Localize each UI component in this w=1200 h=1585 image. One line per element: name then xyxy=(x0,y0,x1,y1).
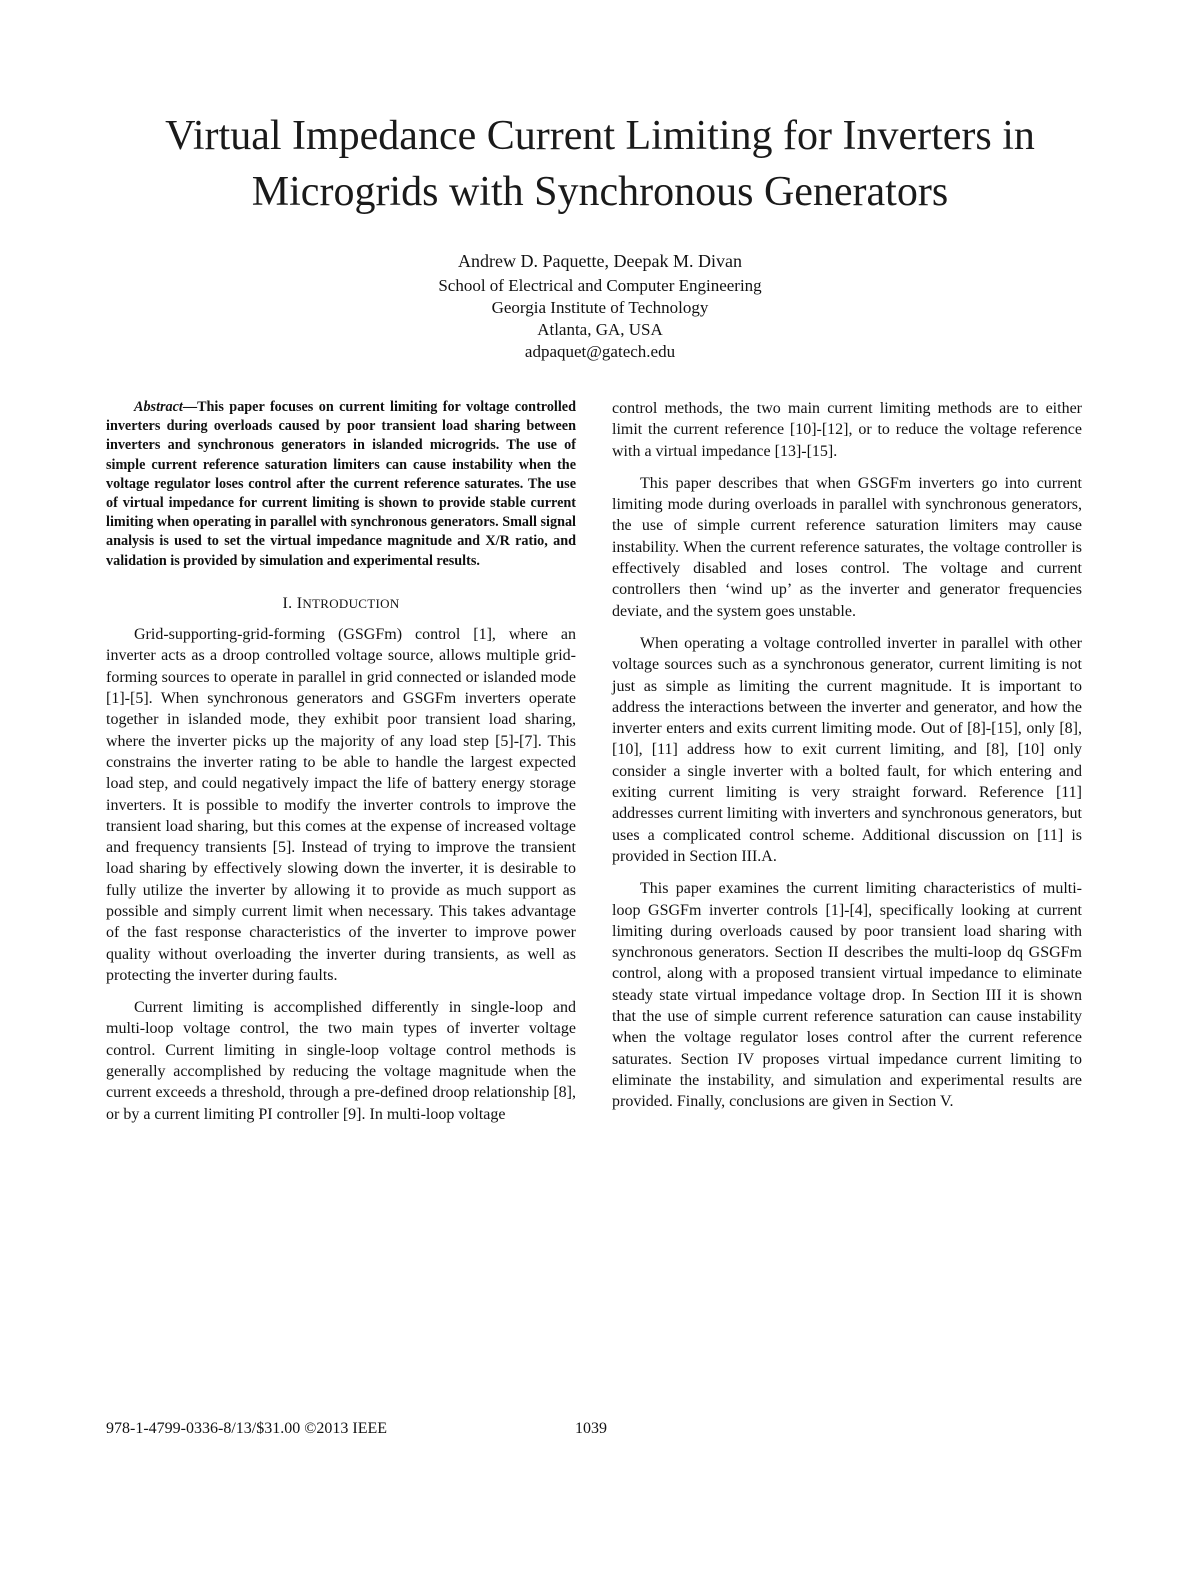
paragraph: When operating a voltage controlled inverter in parallel with other voltage sources such as a synchronous generator, current limiting is not just as simple as limiting the current magnitude. It is important to address the interactions between the inverter and generator, and how the inverter enters and exits current limiting mode. Out of [8]-[15], only [8], [10], [11] address how to exit current limiting, and [8], [10] only consider a single inverter with a bolted fault, for which entering and exiting current limiting is very straight forward. Reference [11] addresses current limiting with inverters and synchronous generators, but uses a complicated control scheme. Additional discussion on [11] is provided in Section III.A. xyxy=(612,634,1082,865)
page-number: 1039 xyxy=(575,1420,607,1437)
author-email[interactable]: adpaquet@gatech.edu xyxy=(524,342,676,361)
copyright-footer: 978-1-4799-0336-8/13/$31.00 ©2013 IEEE xyxy=(106,1420,388,1437)
author-block xyxy=(300,250,900,363)
paragraph: Current limiting is accomplished differently in single-loop and multi-loop voltage control, the two main types of inverter voltage control. Current limiting in single-loop voltage control methods is generally accomplished by reducing the voltage magnitude when the current exceeds a threshold, through a pre-defined droop relationship [8], or by a current limiting PI controller [9]. In multi-loop voltage xyxy=(106,999,576,1123)
affiliation-institution: Georgia Institute of Technology xyxy=(491,298,709,317)
abstract: Abstract—This paper focuses on current limiting for voltage controlled inverters during overloads caused by poor transient load sharing between inverters and synchronous generators in islanded microgrids. The use of simple current reference saturation limiters can cause instability when the voltage regulator loses control after the current reference saturates. The use of virtual impedance for current limiting is shown to provide stable current limiting when operating in parallel with synchronous generators. Small signal analysis is used to set the virtual impedance magnitude and X/R ratio, and validation is provided by simulation and experimental results. xyxy=(106,399,576,569)
right-column xyxy=(612,398,1082,1113)
paragraph: control methods, the two main current limiting methods are to either limit the current reference [10]-[12], or to reduce the voltage reference with a virtual impedance [13]-[15]. xyxy=(612,400,1082,460)
section-initial: I xyxy=(296,594,303,612)
section-number: I. xyxy=(282,594,293,612)
abstract-label: Abstract xyxy=(134,399,183,415)
abstract-text: This paper focuses on current limiting for voltage controlled inverters during overloads caused by poor transient load sharing between inverters and synchronous generators in islanded microgrids. The use of simple current reference saturation limiters can cause instability when the voltage regulator loses control after the current reference saturates. The use of virtual impedance for current limiting is shown to provide stable current limiting when operating in parallel with synchronous generators. Small signal analysis is used to set the virtual impedance magnitude and X/R ratio, and validation is provided by simulation and experimental results. xyxy=(106,399,576,569)
affiliation-location: Atlanta, GA, USA xyxy=(537,320,663,339)
affiliation-department: School of Electrical and Computer Engineering xyxy=(438,276,762,295)
author-names: Andrew D. Paquette, Deepak M. Divan xyxy=(458,251,742,271)
paragraph: This paper examines the current limiting characteristics of multi-loop GSGFm inverter controls [1]-[4], specifically looking at current limiting during overloads caused by poor transient load sharing with synchronous generators. Section II describes the multi-loop dq GSGFm control, along with a proposed transient virtual impedance to eliminate steady state virtual impedance voltage drop. In Section III it is shown that the use of simple current reference saturation can cause instability when the voltage regulator loses control after the current reference saturates. Section IV proposes virtual impedance current limiting to eliminate the instability, and simulation and experimental results are provided. Finally, conclusions are given in Section V. xyxy=(612,880,1082,1111)
paragraph: This paper describes that when GSGFm inverters go into current limiting mode during overloads in parallel with synchronous generators, the use of simple current reference saturation limiters may cause instability. When the current reference saturates, the voltage controller is effectively disabled and loses control. The voltage and current controllers then ‘wind up’ as the inverter and generator frequencies deviate, and the system goes unstable. xyxy=(612,474,1082,620)
paragraph: Grid-supporting-grid-forming (GSGFm) control [1], where an inverter acts as a droop controlled voltage source, allows multiple grid-forming sources to operate in parallel in grid connected or islanded mode [1]-[5]. When synchronous generators and GSGFm inverters operate together in islanded mode, they exhibit poor transient load sharing, where the inverter picks up the majority of any load step [5]-[7]. This constrains the inverter rating to be able to handle the largest expected load step, and could negatively impact the life of battery energy storage inverters. It is possible to modify the inverter controls to improve the transient load sharing, but this comes at the expense of increased voltage and frequency transients [5]. Instead of trying to improve the transient load sharing by effectively slowing down the inverter, it is desirable to fully utilize the inverter by allowing it to provide as much support as possible and simply current limit when necessary. This takes advantage of the fast response characteristics of the inverter to improve power quality without overloading the inverter during transients, as well as protecting the inverter during faults. xyxy=(106,626,576,984)
section-heading-introduction xyxy=(106,593,576,614)
left-column xyxy=(106,398,576,1125)
section-title-rest: NTRODUCTION xyxy=(302,595,400,611)
paper-title: Virtual Impedance Current Limiting for Inverters in Microgrids with Synchronous Generators xyxy=(165,113,1035,215)
